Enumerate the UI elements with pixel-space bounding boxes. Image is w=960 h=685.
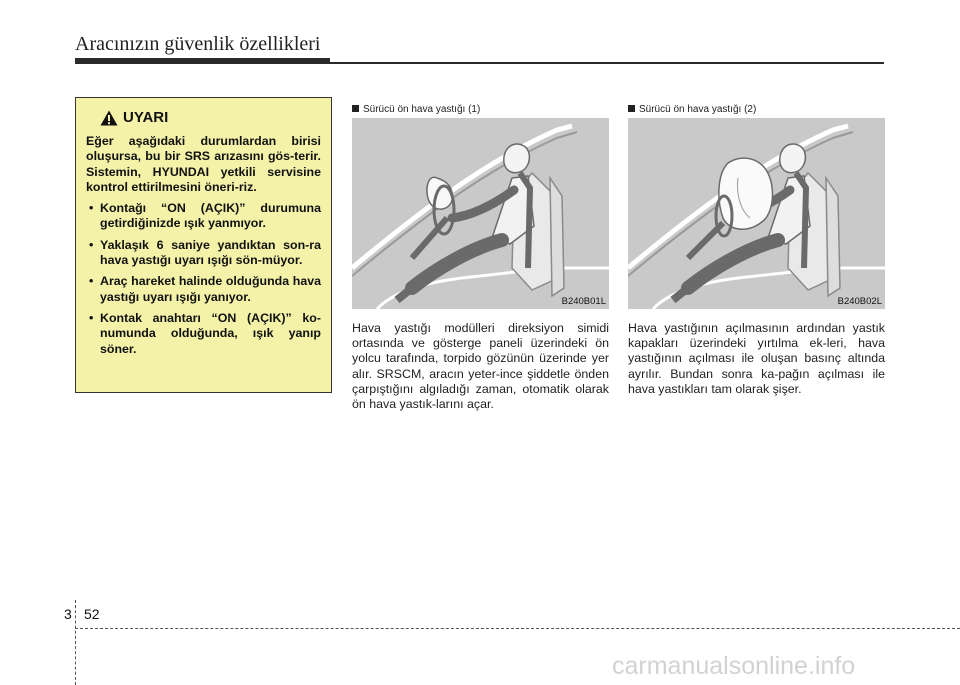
- figure-code: B240B02L: [837, 296, 882, 307]
- warning-box: [75, 97, 332, 393]
- header-rule-thick: [75, 58, 330, 64]
- figure-caption-text: Sürücü ön hava yastığı (2): [639, 104, 757, 115]
- driver-airbag-illustration: [352, 118, 609, 309]
- paragraph-right: Hava yastığının açılmasının ardından yastık kapakları üzerindeki yırtılma ek-leri, hava yastığının açılması ile oluşan basınç altında ayrılır. Bundan sonra ka-pağın açılması ile hava yastıkları tam olarak şişer.: [628, 321, 885, 396]
- warning-list-item: • Araç hareket halinde olduğunda hava yastığı uyarı ışığı yanıyor.: [86, 274, 321, 305]
- airbag-illustration-2: [628, 118, 885, 309]
- figure-caption: [628, 104, 885, 115]
- warning-list: [86, 201, 321, 357]
- chapter-number: 3: [64, 606, 72, 622]
- driver-airbag-deployed-illustration: [628, 118, 885, 309]
- airbag-illustration-1: [352, 118, 609, 309]
- caption-square-icon: [628, 105, 635, 112]
- warning-triangle-icon: [100, 110, 118, 126]
- warning-title: UYARI: [123, 109, 169, 127]
- warning-list-item: • Yaklaşık 6 saniye yandıktan son-ra hava yastığı uyarı ışığı sön-müyor.: [86, 238, 321, 269]
- column-middle: [352, 104, 609, 412]
- page-header-title: Aracınızın güvenlik özellikleri: [75, 33, 321, 55]
- header-rule-thin: [330, 62, 884, 64]
- watermark-text: carmanualsonline.info: [612, 652, 856, 680]
- footer-rule: [75, 628, 960, 629]
- figure-code: B240B01L: [561, 296, 606, 307]
- warning-intro: Eğer aşağıdaki durumlardan birisi oluşursa, bu bir SRS arızasını gös-terir. Sistemin, HYUNDAI yetkili servisine kontrol ettirilmesini öneri-riz.: [86, 134, 321, 194]
- warning-list-item: • Kontak anahtarı “ON (AÇIK)” ko-numunda olduğunda, ışık yanıp söner.: [86, 311, 321, 357]
- footer-divider: [75, 600, 76, 685]
- column-right: [628, 104, 885, 397]
- warning-list-item: • Kontağı “ON (AÇIK)” durumuna getirdiğinizde ışık yanmıyor.: [86, 201, 321, 232]
- page-number: 52: [84, 606, 100, 622]
- figure-caption-text: Sürücü ön hava yastığı (1): [363, 104, 481, 115]
- warning-heading: [100, 110, 321, 126]
- paragraph-middle: Hava yastığı modülleri direksiyon simidi ortasında ve gösterge paneli üzerindeki ön yolcu tarafında, torpido gözünün üzerinde yer alır. SRSCM, aracın yeter-ince şiddetle önden çarpıştığını algıladığı zaman, otomatik olarak ön hava yastık-larını açar.: [352, 321, 609, 412]
- figure-caption: [352, 104, 609, 115]
- caption-square-icon: [352, 105, 359, 112]
